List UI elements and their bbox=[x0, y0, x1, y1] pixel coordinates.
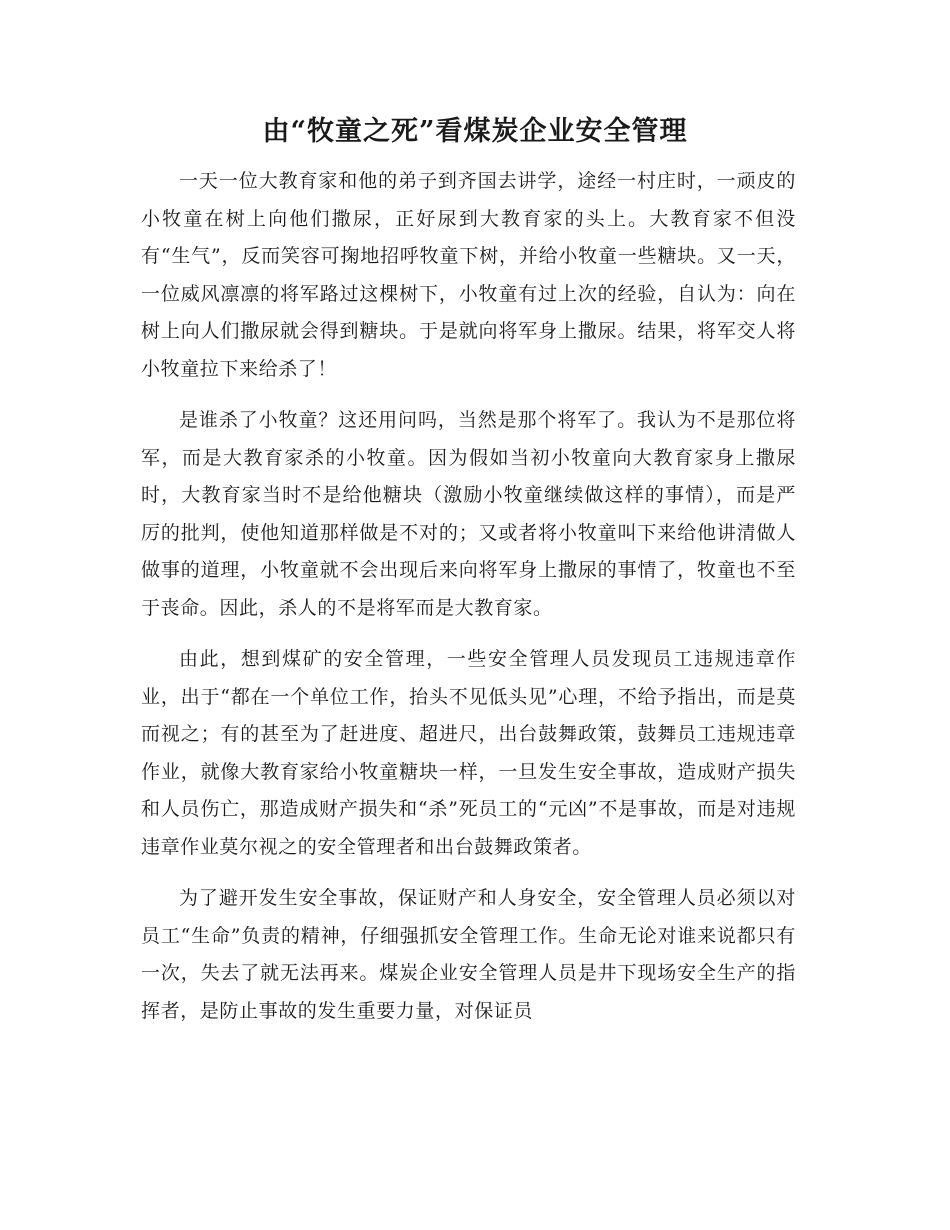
document-title: 由“牧童之死”看煤炭企业安全管理 bbox=[262, 116, 688, 147]
paragraph-4: 为了避开发生安全事故，保证财产和人身安全，安全管理人员必须以对员工“生命”负责的精神，仔细强抓安全管理工作。生命无论对谁来说都只有一次，失去了就无法再来。煤炭企业安全管理人员是井下现场安全生产的指挥者，是防止事故的发生重要力量，对保证员 bbox=[141, 887, 796, 1022]
paragraph-1: 一天一位大教育家和他的弟子到齐国去讲学，途经一村庄时，一顽皮的小牧童在树上向他们撒尿，正好尿到大教育家的头上。大教育家不但没有“生气”，反而笑容可掬地招呼牧童下树，并给小牧童一些糖块。又一天，一位威风凛凛的将军路过这棵树下，小牧童有过上次的经验，自认为：向在树上向人们撒尿就会得到糖块。于是就向将军身上撒尿。结果，将军交人将小牧童拉下来给杀了！ bbox=[141, 170, 796, 380]
paragraph-2: 是谁杀了小牧童？这还用问吗，当然是那个将军了。我认为不是那位将军，而是大教育家杀的小牧童。因为假如当初小牧童向大教育家身上撒尿时，大教育家当时不是给他糖块（激励小牧童继续做这样的事情），而是严厉的批判，使他知道那样做是不对的；又或者将小牧童叫下来给他讲清做人做事的道理，小牧童就不会出现后来向将军身上撒尿的事情了，牧童也不至于丧命。因此，杀人的不是将军而是大教育家。 bbox=[141, 409, 796, 619]
document-body bbox=[141, 163, 796, 1044]
paragraph-3: 由此，想到煤矿的安全管理，一些安全管理人员发现员工违规违章作业，出于“都在一个单位工作，抬头不见低头见”心理，不给予指出，而是莫而视之；有的甚至为了赶进度、超进尺，出台鼓舞政策，鼓舞员工违规违章作业，就像大教育家给小牧童糖块一样，一旦发生安全事故，造成财产损失和人员伤亡，那造成财产损失和“杀”死员工的“元凶”不是事故，而是对违规违章作业莫尔视之的安全管理者和出台鼓舞政策者。 bbox=[141, 648, 796, 858]
